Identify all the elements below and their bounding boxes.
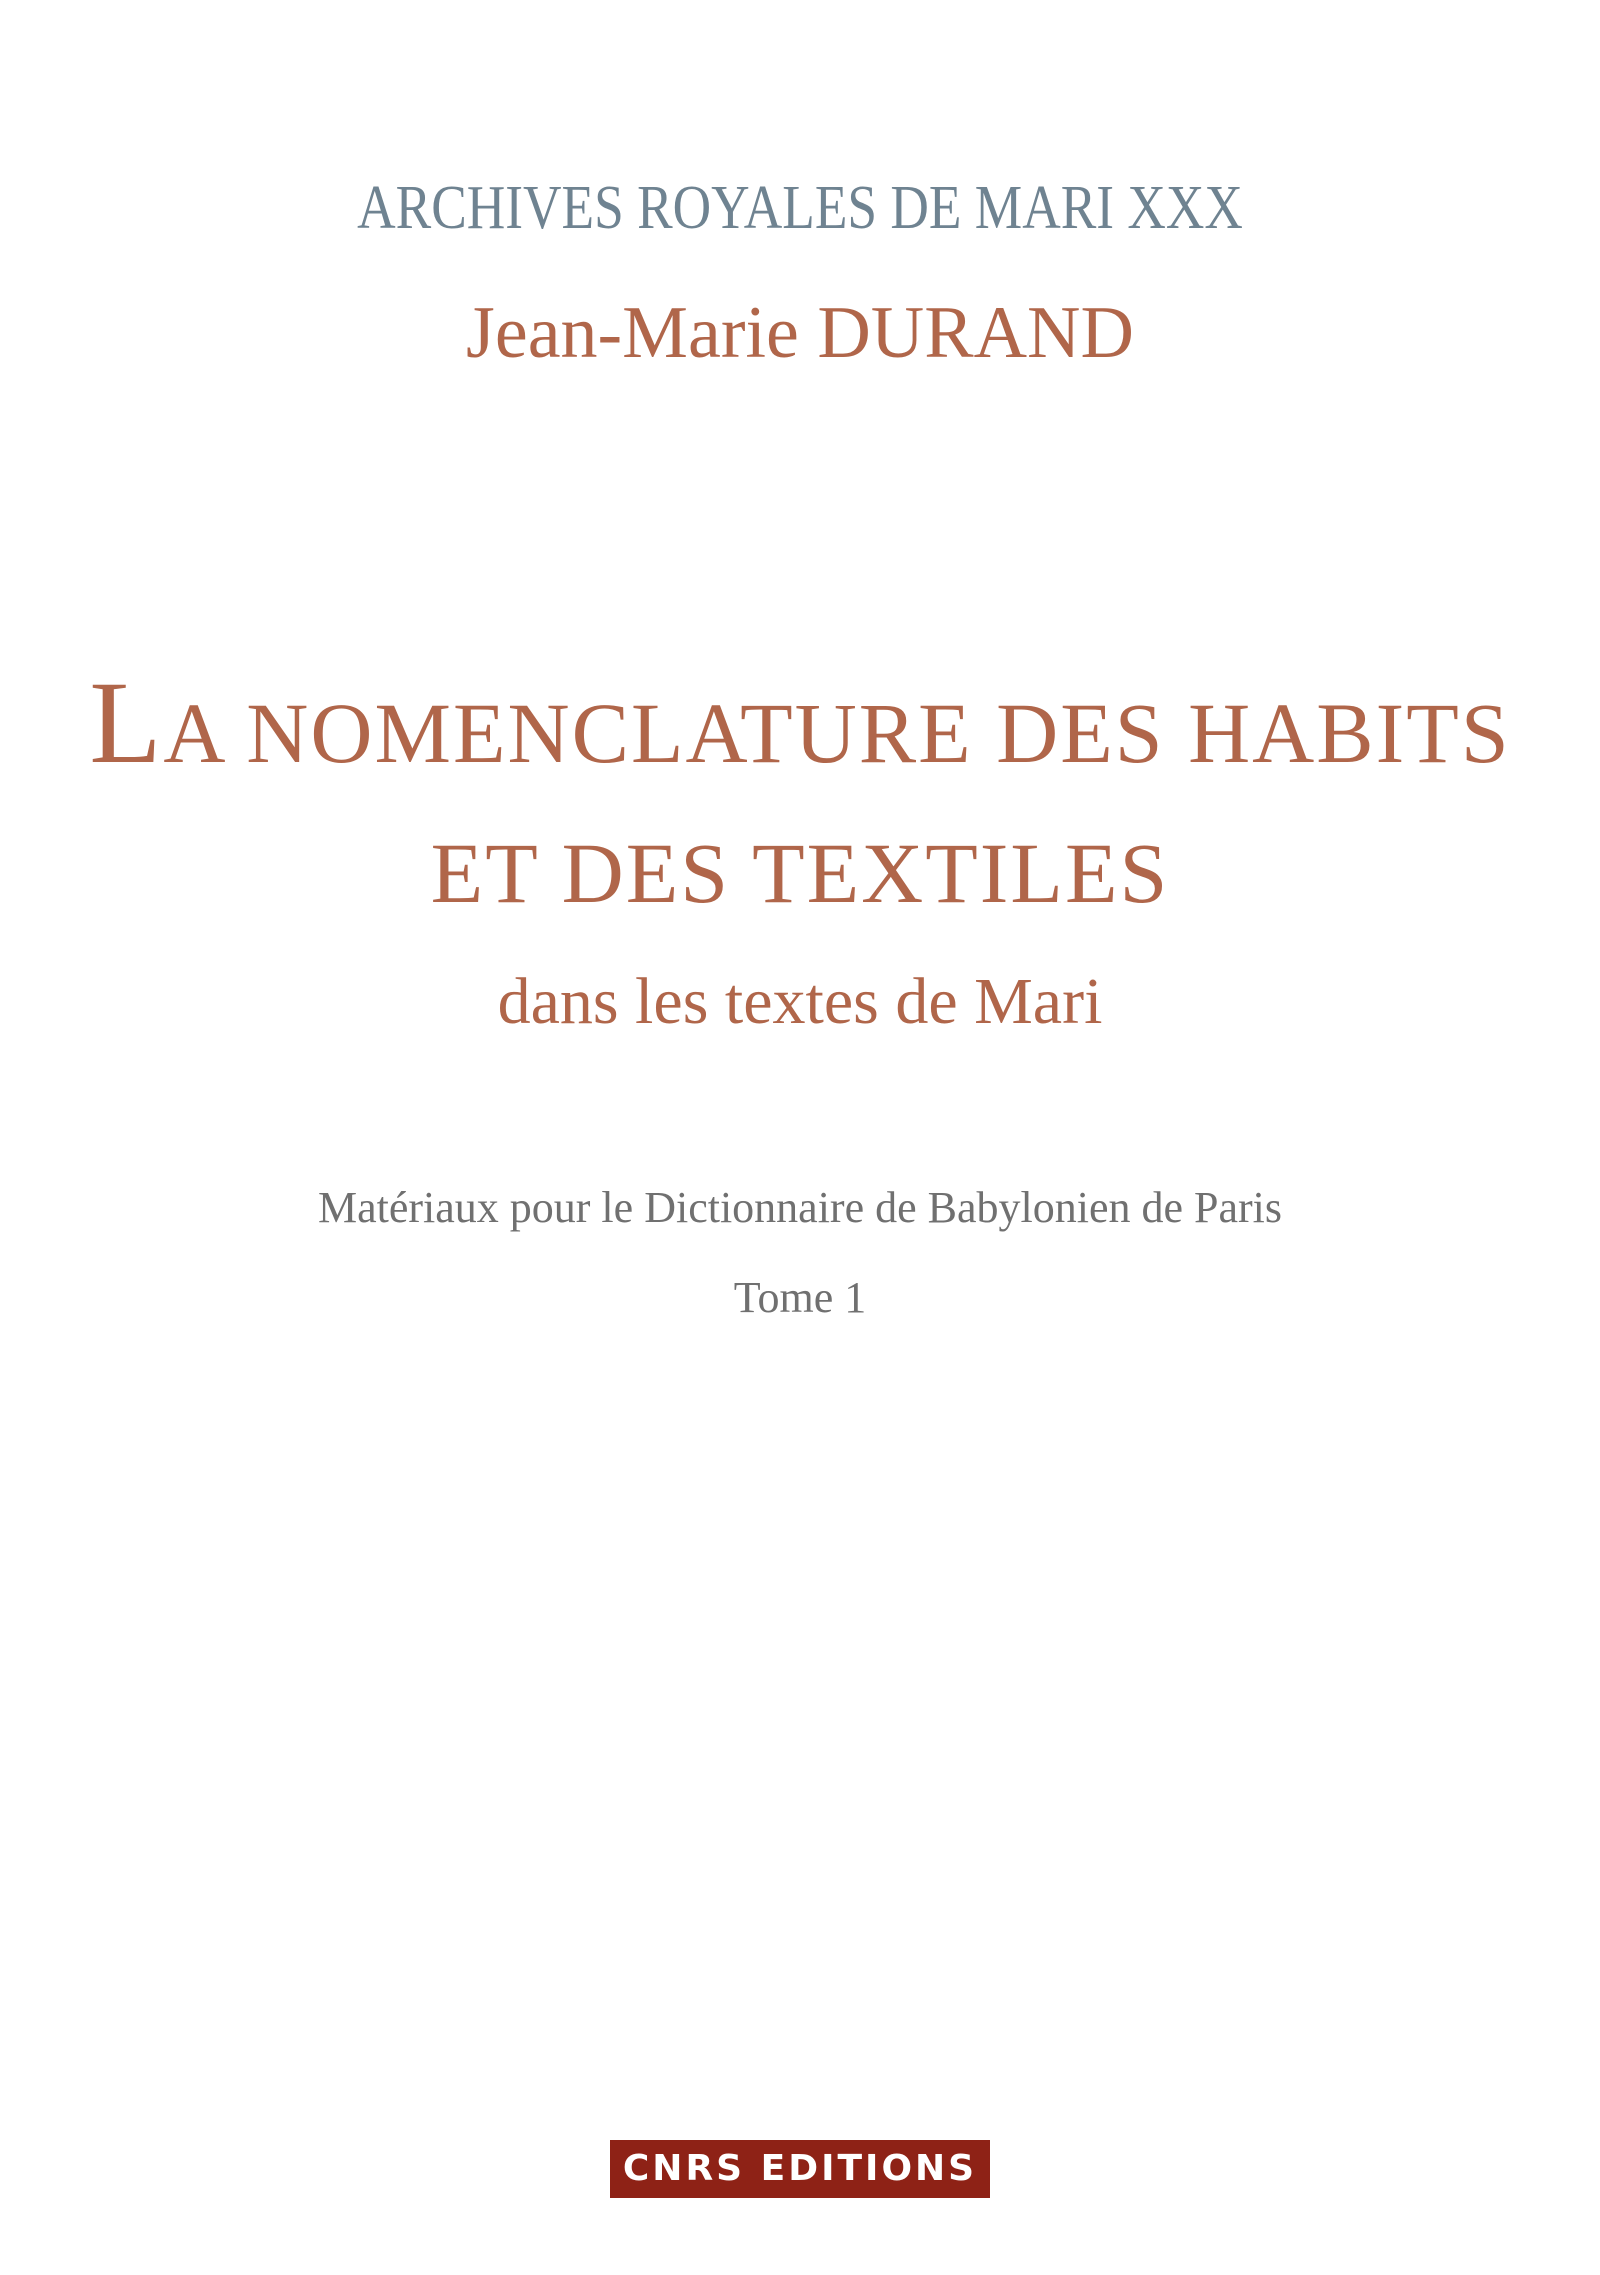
title-line-1: [0, 657, 1600, 788]
collection-name: Matériaux pour le Dictionnaire de Babylonien de Paris: [317, 1183, 1283, 1232]
title-line-1-rest: A NOMENCLATURE DES HABITS: [163, 685, 1511, 781]
publisher-logo: CNRS EDITIONS: [610, 2140, 990, 2198]
volume-number: Tome 1: [733, 1273, 867, 1322]
author-name: Jean-Marie DURAND: [466, 292, 1134, 374]
title-initial: L: [89, 657, 164, 788]
series-title: ARCHIVES ROYALES DE MARI XXX: [357, 174, 1243, 242]
title-line-2: ET DES TEXTILES: [430, 825, 1170, 921]
subtitle: dans les textes de Mari: [497, 965, 1103, 1038]
